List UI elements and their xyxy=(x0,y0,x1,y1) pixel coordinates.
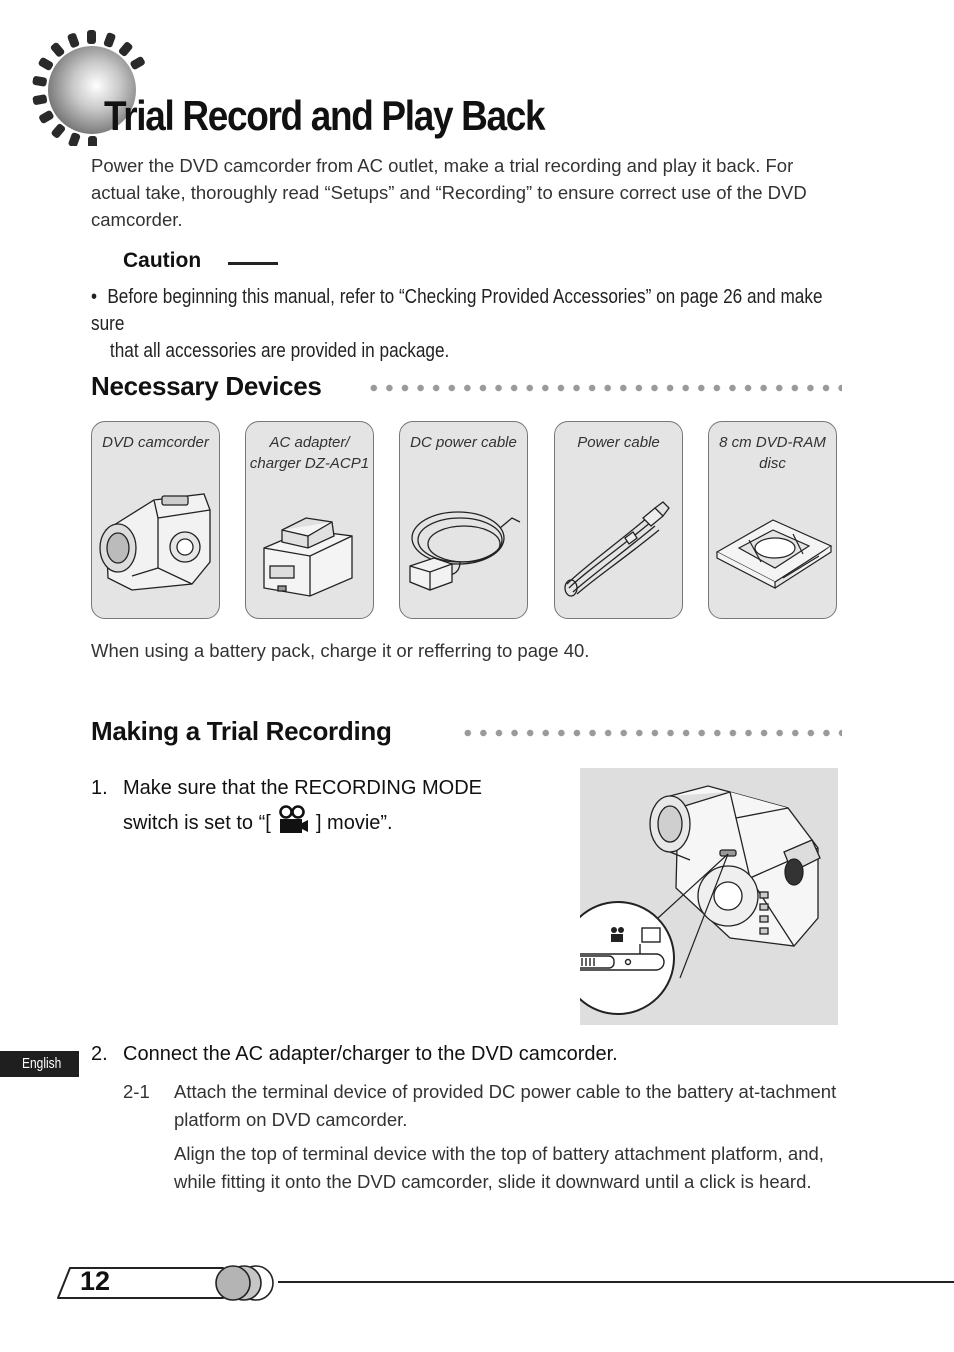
sub-step-text-2: Align the top of terminal device with the top of battery attachment platform, and, while fitting it onto the DVD camcorder, slide it downward until a click is heard. xyxy=(174,1143,824,1192)
trial-recording-heading: Making a Trial Recording xyxy=(91,716,392,746)
dvd-disc-icon xyxy=(709,492,838,602)
power-cable-icon xyxy=(555,492,684,602)
sub-step-number: 2-1 xyxy=(123,1081,150,1102)
caution-text-line1: Before beginning this manual, refer to “Checking Provided Accessories” on page 26 and make sure xyxy=(91,286,823,335)
sub-step-text: Attach the terminal device of provided DC power cable to the battery at-tachment platform on DVD camcorder. xyxy=(174,1081,837,1130)
caution-rule xyxy=(228,262,278,265)
heading-dot-leader xyxy=(366,384,842,392)
step-1-text-b-post: ] movie”. xyxy=(315,812,393,834)
page-number: 12 xyxy=(80,1266,111,1296)
battery-note: When using a battery pack, charge it or refferring to page 40. xyxy=(91,640,590,661)
movie-mode-icon xyxy=(276,803,310,837)
step-2 xyxy=(91,1043,618,1066)
step-number: 1. xyxy=(91,777,108,799)
caution-text-line2: that all accessories are provided in package. xyxy=(109,340,450,362)
heading-dot-leader xyxy=(460,729,842,737)
device-label: Power cable xyxy=(577,434,660,451)
language-tab-label: English xyxy=(22,1055,62,1072)
device-card-dc-cable xyxy=(399,421,528,619)
device-card-dvd-disc xyxy=(708,421,837,619)
bullet-dot: • xyxy=(91,286,98,308)
step-1 xyxy=(91,773,561,838)
step-number: 2. xyxy=(91,1043,108,1065)
necessary-devices-heading: Necessary Devices xyxy=(91,371,322,401)
step-2-text: Connect the AC adapter/charger to the DVD camcorder. xyxy=(123,1043,618,1065)
recording-mode-figure xyxy=(580,768,838,1025)
device-label: AC adapter/ charger DZ-ACP1 xyxy=(249,434,370,472)
device-label: 8 cm DVD-RAM disc xyxy=(719,434,826,472)
device-label: DVD camcorder xyxy=(102,434,209,451)
intro-paragraph: Power the DVD camcorder from AC outlet, make a trial recording and play it back. For actual take, thoroughly read “Setups” and “Recording” to ensure correct use of the DVD camcorder. xyxy=(91,155,807,230)
step-1-text-a: Make sure that the RECORDING MODE xyxy=(123,777,482,799)
sub-step-2-1 xyxy=(123,1078,839,1196)
ac-adapter-icon xyxy=(246,492,375,602)
device-card-camcorder xyxy=(91,421,220,619)
page-number-frame xyxy=(48,1258,954,1308)
language-tab xyxy=(0,1051,79,1077)
dc-cable-icon xyxy=(400,492,529,602)
camcorder-icon xyxy=(92,492,221,602)
device-card-ac-adapter xyxy=(245,421,374,619)
caution-label: Caution xyxy=(123,249,202,272)
device-card-power-cable xyxy=(554,421,683,619)
device-label: DC power cable xyxy=(410,434,517,451)
caution-bullet xyxy=(91,284,831,365)
camcorder-switch-illustration xyxy=(580,768,838,1025)
step-1-text-b-pre: switch is set to “[ xyxy=(123,812,271,834)
page-title: Trial Record and Play Back xyxy=(104,92,545,139)
device-list xyxy=(91,421,839,619)
